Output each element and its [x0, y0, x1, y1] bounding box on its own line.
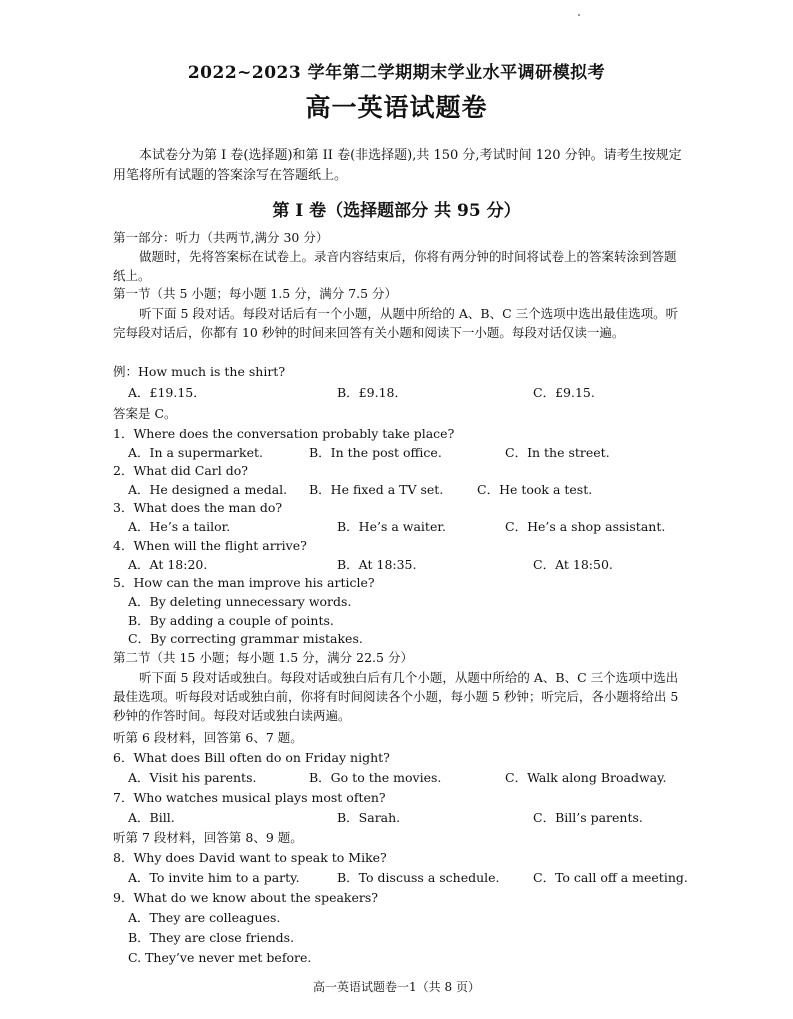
q5-option-c: C．By correcting grammar mistakes.: [128, 631, 363, 646]
intro-text: 本试卷分为第 I 卷(选择题)和第 II 卷(非选择题),共 150 分,考试时间 120 分钟。请考生按规定用笔将所有试题的答案涂写在答题纸上。: [113, 148, 682, 183]
question-7: 7．Who watches musical plays most often?: [113, 790, 386, 805]
question-8: 8．Why does David want to speak to Mike?: [113, 850, 387, 865]
q3-option-c: C．He’s a shop assistant.: [505, 519, 666, 534]
question-9: 9．What do we know about the speakers?: [113, 890, 378, 905]
example-question: 例：How much is the shirt?: [113, 364, 286, 379]
q9-option-c: C. They’ve never met before.: [128, 950, 312, 965]
q7-option-a: A．Bill.: [128, 810, 175, 825]
section-heading: 第 I 卷（选择题部分 共 95 分）: [272, 201, 521, 221]
q2-option-c: C．He took a test.: [477, 482, 593, 497]
example-option-a: A．£19.15．: [128, 385, 206, 400]
q5-option-b: B．By adding a couple of points.: [128, 613, 334, 628]
q1-option-a: A．In a supermarket.: [128, 445, 264, 460]
question-1: 1．Where does the conversation probably take place?: [113, 426, 455, 441]
exam-subtitle: 高一英语试题卷: [305, 93, 488, 122]
q6-option-c: C．Walk along Broadway.: [505, 770, 667, 785]
example-answer: 答案是 C。: [113, 406, 177, 421]
section2-heading: 第二节（共 15 小题；每小题 1.5 分，满分 22.5 分）: [113, 650, 413, 665]
question-3: 3．What does the man do?: [113, 500, 283, 515]
page-footer: 高一英语试题卷一1（共 8 页）: [313, 980, 480, 994]
q8-option-a: A．To invite him to a party.: [128, 870, 300, 885]
q5-option-a: A．By deleting unnecessary words.: [128, 594, 352, 609]
q6-option-b: B．Go to the movies.: [309, 770, 442, 785]
material-6-instructions: 听第 6 段材料，回答第 6、7 题。: [113, 730, 303, 745]
question-4: 4．When will the flight arrive?: [113, 538, 307, 553]
section1-instructions: 听下面 5 段对话。每段对话后有一个小题，从题中所给的 A、B、C 三个选项中选出最佳选项。听完每段对话后，你都有 10 秒钟的时间来回答有关小题和阅读下一小题。每段对话仅读一遍。: [113, 306, 679, 340]
part1-heading: 第一部分：听力（共两节,满分 30 分）: [113, 230, 329, 245]
q7-option-b: B．Sarah.: [337, 810, 401, 825]
q1-option-c: C．In the street.: [505, 445, 610, 460]
section2-instructions: 听下面 5 段对话或独白。每段对话或独白后有几个小题，从题中所给的 A、B、C 三个选项中选出最佳选项。听每段对话或独白前，你将有时间阅读各个小题，每小题 5 秒钟；听完后，各小题将给出 5 秒钟的作答时间。每段对话或独白读两遍。: [113, 670, 679, 723]
q3-option-b: B．He’s a waiter.: [337, 519, 446, 534]
part1-instructions: 做题时，先将答案标在试卷上。录音内容结束后，你将有两分钟的时间将试卷上的答案转涂到答题纸上。: [113, 249, 677, 283]
q6-option-a: A．Visit his parents.: [128, 770, 257, 785]
question-5: 5．How can the man improve his article?: [113, 575, 375, 590]
q8-option-b: B．To discuss a schedule.: [337, 870, 500, 885]
q3-option-a: A．He’s a tailor.: [128, 519, 231, 534]
q4-option-a: A．At 18:20.: [128, 557, 208, 572]
q8-option-c: C．To call off a meeting.: [533, 870, 688, 885]
scan-speck: [578, 14, 580, 16]
section1-heading: 第一节（共 5 小题；每小题 1.5 分，满分 7.5 分）: [113, 286, 398, 301]
q9-option-b: B．They are close friends.: [128, 930, 295, 945]
q4-option-c: C．At 18:50.: [533, 557, 613, 572]
question-2: 2．What did Carl do?: [113, 463, 248, 478]
q1-option-b: B．In the post office.: [309, 445, 442, 460]
question-6: 6．What does Bill often do on Friday night?: [113, 750, 390, 765]
intro-paragraph: [113, 146, 685, 186]
exam-title: 2022~2023 学年第二学期期末学业水平调研模拟考: [187, 63, 606, 83]
q2-option-a: A．He designed a medal.: [128, 482, 288, 497]
q9-option-a: A．They are colleagues.: [128, 910, 281, 925]
q2-option-b: B．He fixed a TV set.: [309, 482, 444, 497]
example-option-c: C．£9.15.: [533, 385, 595, 400]
q4-option-b: B．At 18:35.: [337, 557, 417, 572]
q7-option-c: C．Bill’s parents.: [533, 810, 643, 825]
material-7-instructions: 听第 7 段材料，回答第 8、9 题。: [113, 830, 303, 845]
example-option-b: B．£9.18．: [337, 385, 407, 400]
